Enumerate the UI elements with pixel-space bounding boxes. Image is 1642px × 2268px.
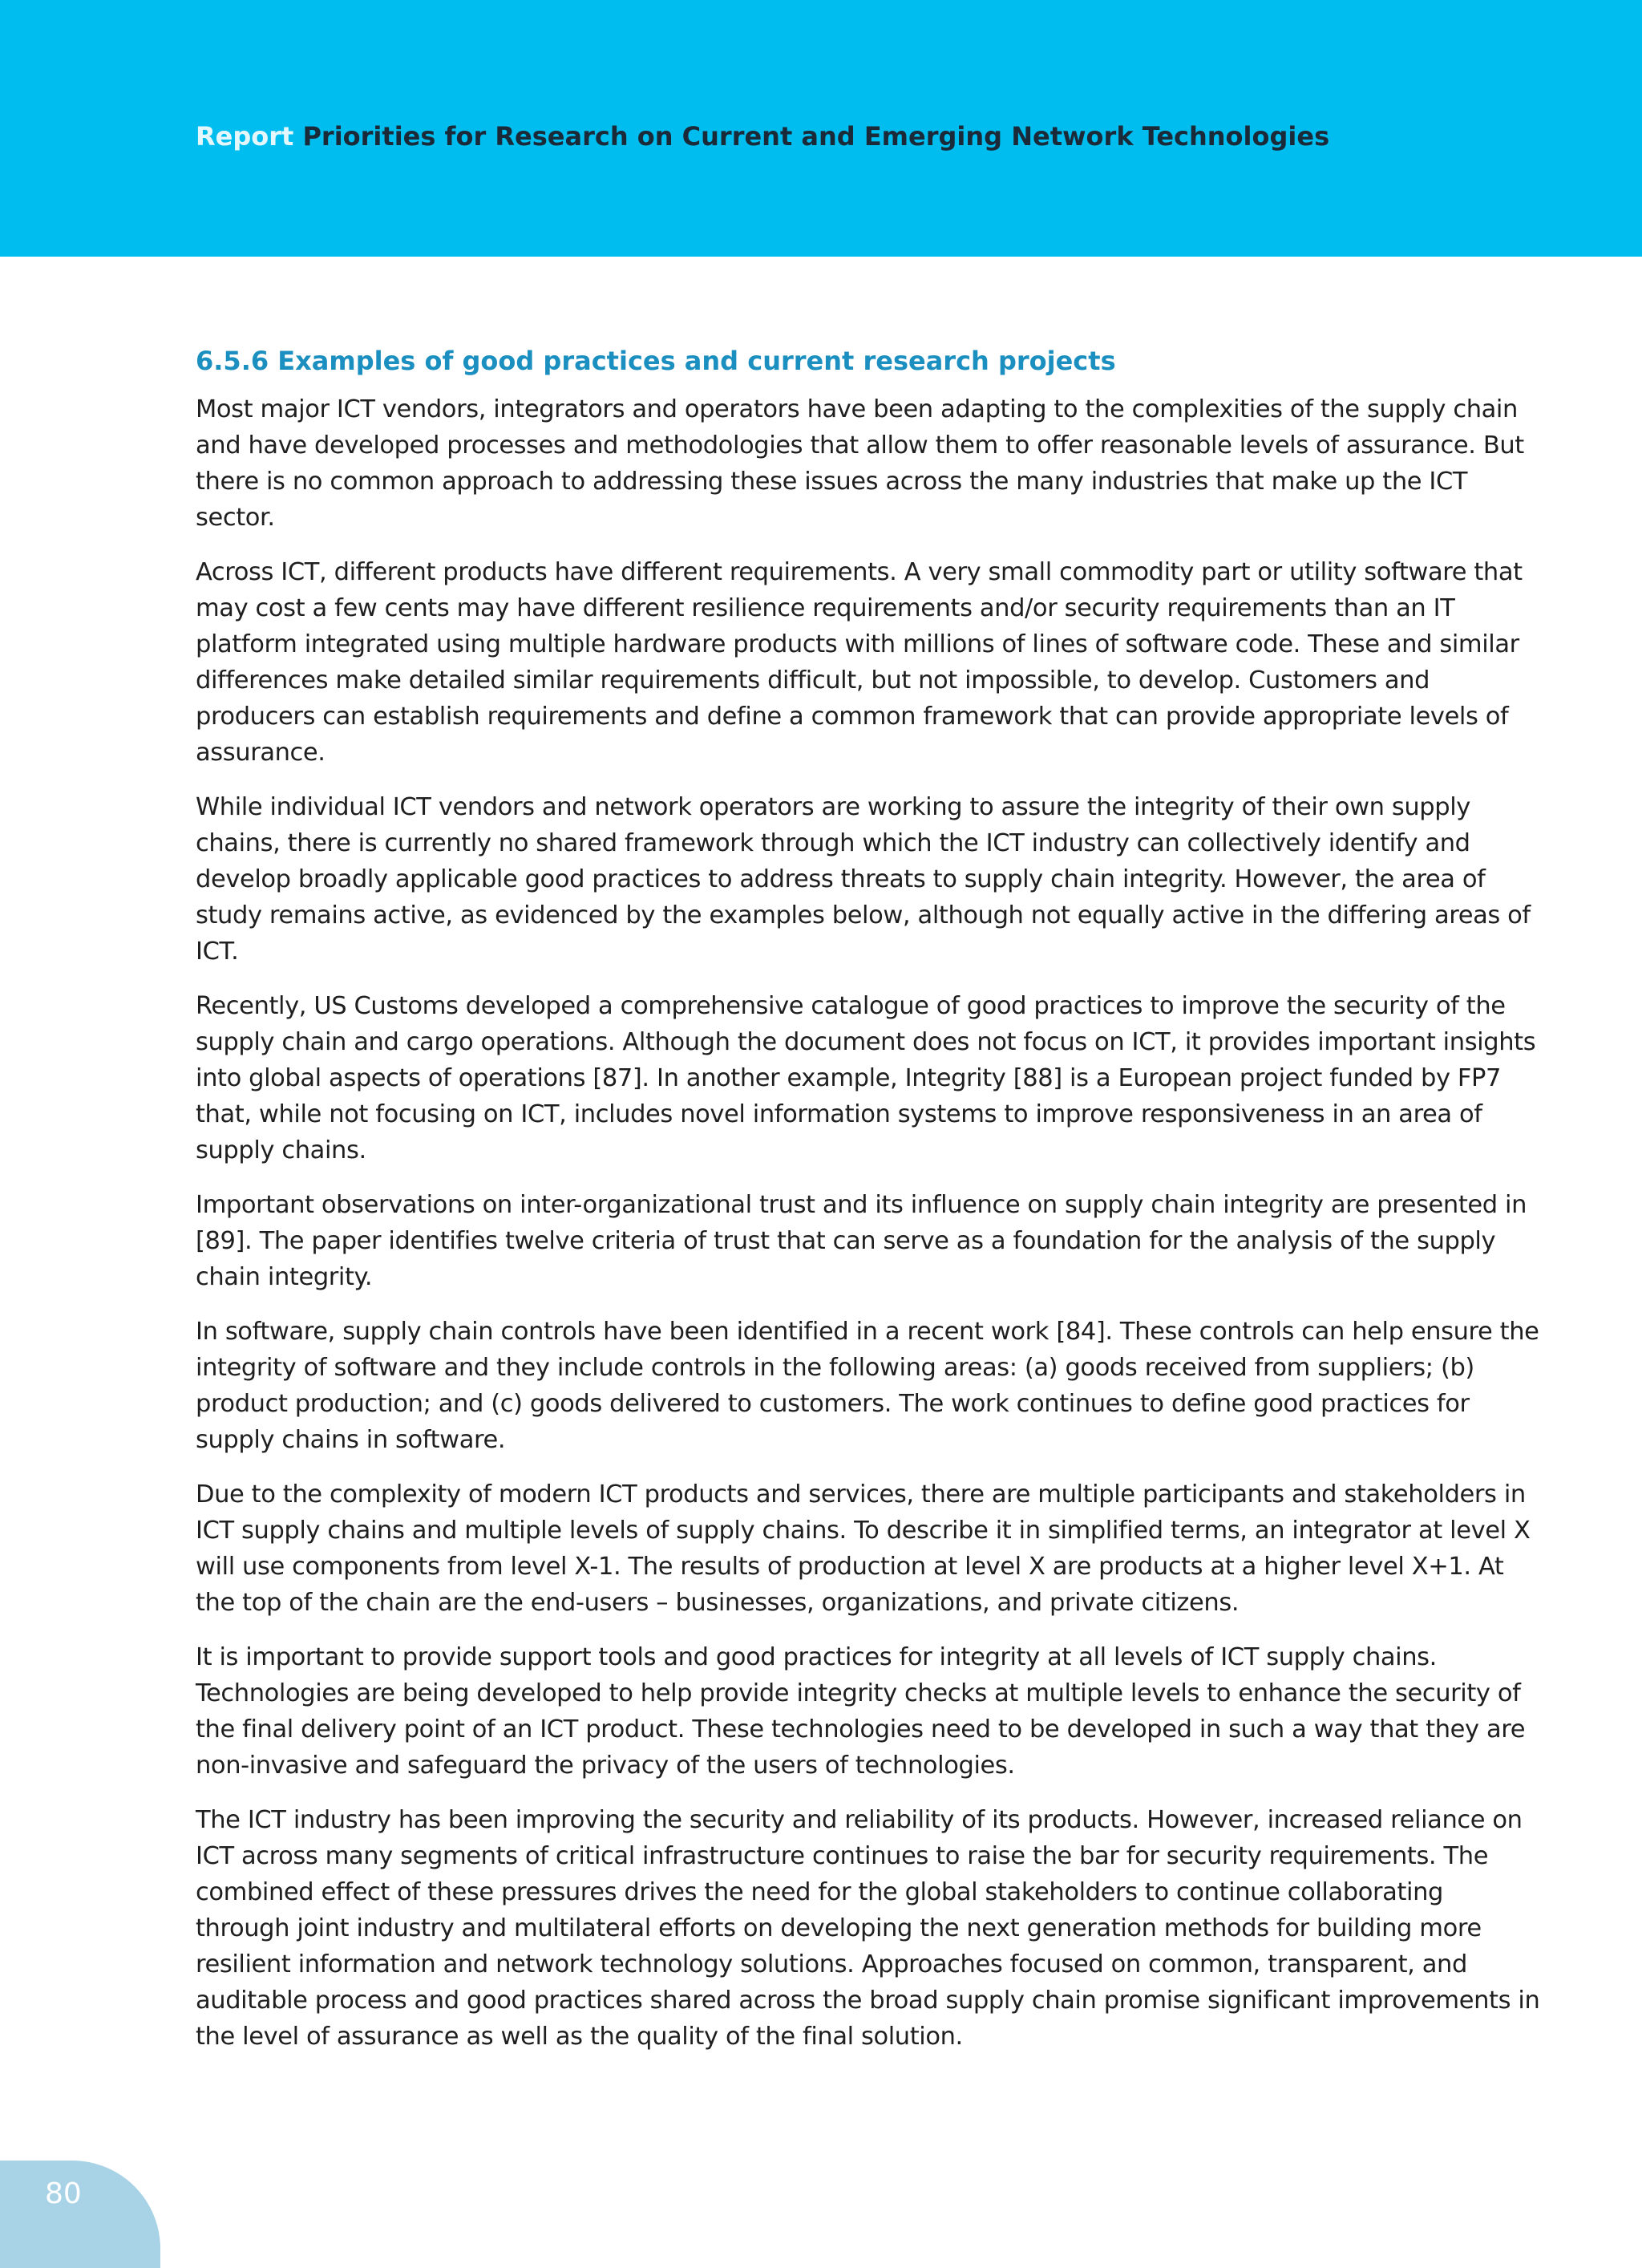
paragraph-6: In software, supply chain controls have been identified in a recent work [84]. These controls can help ensure the integrity of software and they include controls in the following areas: (a) goods received from suppliers; (b) product production; and (c) goods delivered to customers. The work continues to define good practices for supply chains in software. <box>196 1318 1539 1454</box>
paragraph-8: It is important to provide support tools and good practices for integrity at all levels of ICT supply chains. Technologies are being developed to help provide integrity checks at multiple levels to enhance the security of the final delivery point of an ICT product. These technologies need to be developed in such a way that they are non-invasive and safeguard the privacy of the users of technologies. <box>196 1643 1526 1780</box>
running-header <box>196 119 1329 154</box>
page-content <box>196 343 1543 2073</box>
report-label: Report <box>196 121 294 152</box>
report-title: Priorities for Research on Current and Emerging Network Technologies <box>302 121 1330 152</box>
page-number: 80 <box>45 2177 82 2210</box>
paragraph-9: The ICT industry has been improving the security and reliability of its products. However, increased reliance on ICT across many segments of critical infrastructure continues to raise the bar for security requirements. The combined effect of these pressures drives the need for the global stakeholders to continue collaborating through joint industry and multilateral efforts on developing the next generation methods for building more resilient information and network technology solutions. Approaches focused on common, transparent, and auditable process and good practices shared across the broad supply chain promise significant improvements in the level of assurance as well as the quality of the final solution. <box>196 1806 1540 2051</box>
section-heading: 6.5.6 Examples of good practices and current research projects <box>196 346 1116 376</box>
paragraph-4: Recently, US Customs developed a comprehensive catalogue of good practices to improve the security of the supply chain and cargo operations. Although the document does not focus on ICT, it provides important insights into global aspects of operations [87]. In another example, Integrity [88] is a European project funded by FP7 that, while not focusing on ICT, includes novel information systems to improve responsiveness in an area of supply chains. <box>196 992 1536 1164</box>
paragraph-5: Important observations on inter-organizational trust and its influence on supply chain integrity are presented in [89]. The paper identifies twelve criteria of trust that can serve as a foundation for the analysis of the supply chain integrity. <box>196 1191 1527 1291</box>
paragraph-1: Most major ICT vendors, integrators and operators have been adapting to the complexities of the supply chain and have developed processes and methodologies that allow them to offer reasonable levels of assurance. But there is no common approach to addressing these issues across the many industries that make up the ICT sector. <box>196 395 1524 532</box>
paragraph-2: Across ICT, different products have different requirements. A very small commodity part or utility software that may cost a few cents may have different resilience requirements and/or security requirements than an IT platform integrated using multiple hardware products with millions of lines of software code. These and similar differences make detailed similar requirements difficult, but not impossible, to develop. Customers and producers can establish requirements and define a common framework that can provide appropriate levels of assurance. <box>196 558 1523 767</box>
paragraph-7: Due to the complexity of modern ICT products and services, there are multiple participants and stakeholders in ICT supply chains and multiple levels of supply chains. To describe it in simplified terms, an integrator at level X will use components from level X-1. The results of production at level X are products at a higher level X+1. At the top of the chain are the end-users – businesses, organizations, and private citizens. <box>196 1480 1531 1617</box>
paragraph-3: While individual ICT vendors and network operators are working to assure the integrity of their own supply chains, there is currently no shared framework through which the ICT industry can collectively identify and develop broadly applicable good practices to address threats to supply chain integrity. However, the area of study remains active, as evidenced by the examples below, although not equally active in the differing areas of ICT. <box>196 793 1531 966</box>
